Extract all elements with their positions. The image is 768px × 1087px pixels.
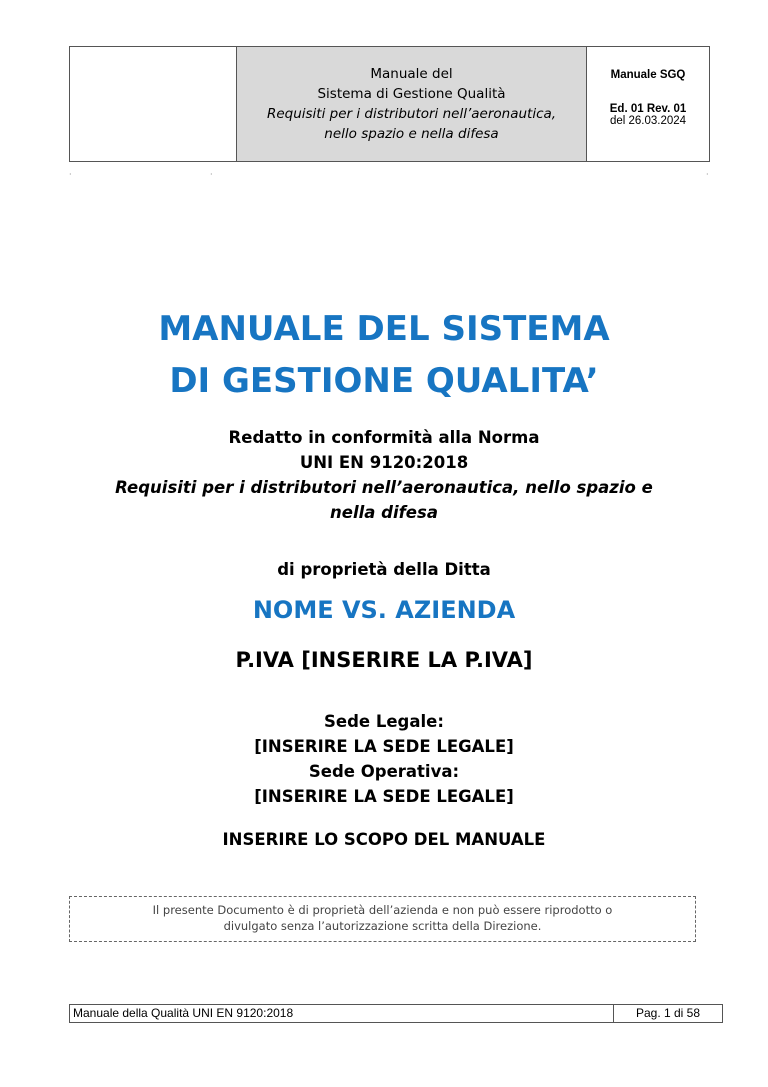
subtitle-line-2: UNI EN 9120:2018 <box>299 453 469 472</box>
company-name: NOME VS. AZIENDA <box>252 596 516 624</box>
footer-title: Manuale della Qualità UNI EN 9120:2018 <box>70 1005 614 1022</box>
header-line-1: Manuale del <box>370 66 453 82</box>
document-header <box>69 46 710 162</box>
subtitle <box>0 425 768 525</box>
doc-code: Manuale SGQ <box>610 69 686 81</box>
page-number: Pag. 1 di 58 <box>635 1006 701 1020</box>
manual-scope: INSERIRE LO SCOPO DEL MANUALE <box>222 830 546 849</box>
edition: Ed. 01 Rev. 01 <box>609 103 687 115</box>
header-title-cell <box>237 47 587 161</box>
header-line-4: nello spazio e nella difesa <box>324 126 499 142</box>
operational-seat-label: Sede Operativa: <box>308 762 460 781</box>
header-revision-cell <box>587 47 709 161</box>
subtitle-line-4: nella difesa <box>330 503 438 522</box>
ownership-label: di proprietà della Ditta <box>277 560 491 579</box>
vat-number: P.IVA [INSERIRE LA P.IVA] <box>235 648 533 672</box>
operational-seat-value: [INSERIRE LA SEDE LEGALE] <box>254 787 514 806</box>
tick-mark: · <box>69 170 72 179</box>
notice-line-2: divulgato senza l’autorizzazione scritta della Direzione. <box>223 919 542 933</box>
notice-line-1: Il presente Documento è di proprietà dell’azienda e non può essere riprodotto o <box>152 903 613 917</box>
header-line-2: Sistema di Gestione Qualità <box>317 86 506 102</box>
main-title-line-2: DI GESTIONE QUALITA’ <box>169 361 599 401</box>
main-title-line-1: MANUALE DEL SISTEMA <box>158 309 610 349</box>
page-footer <box>69 1004 723 1023</box>
header-line-3: Requisiti per i distributori nell’aeronautica, <box>266 106 557 122</box>
tick-mark: · <box>210 170 213 179</box>
seat-info <box>0 709 768 809</box>
main-title <box>0 303 768 407</box>
legal-seat-label: Sede Legale: <box>324 712 444 731</box>
copyright-notice <box>69 896 696 942</box>
subtitle-line-3: Requisiti per i distributori nell’aeronautica, nello spazio e <box>115 478 653 497</box>
tick-mark: · <box>706 170 709 179</box>
subtitle-line-1: Redatto in conformità alla Norma <box>228 428 540 447</box>
legal-seat-value: [INSERIRE LA SEDE LEGALE] <box>254 737 514 756</box>
revision-date: del 26.03.2024 <box>609 115 687 127</box>
logo-cell <box>70 47 237 161</box>
